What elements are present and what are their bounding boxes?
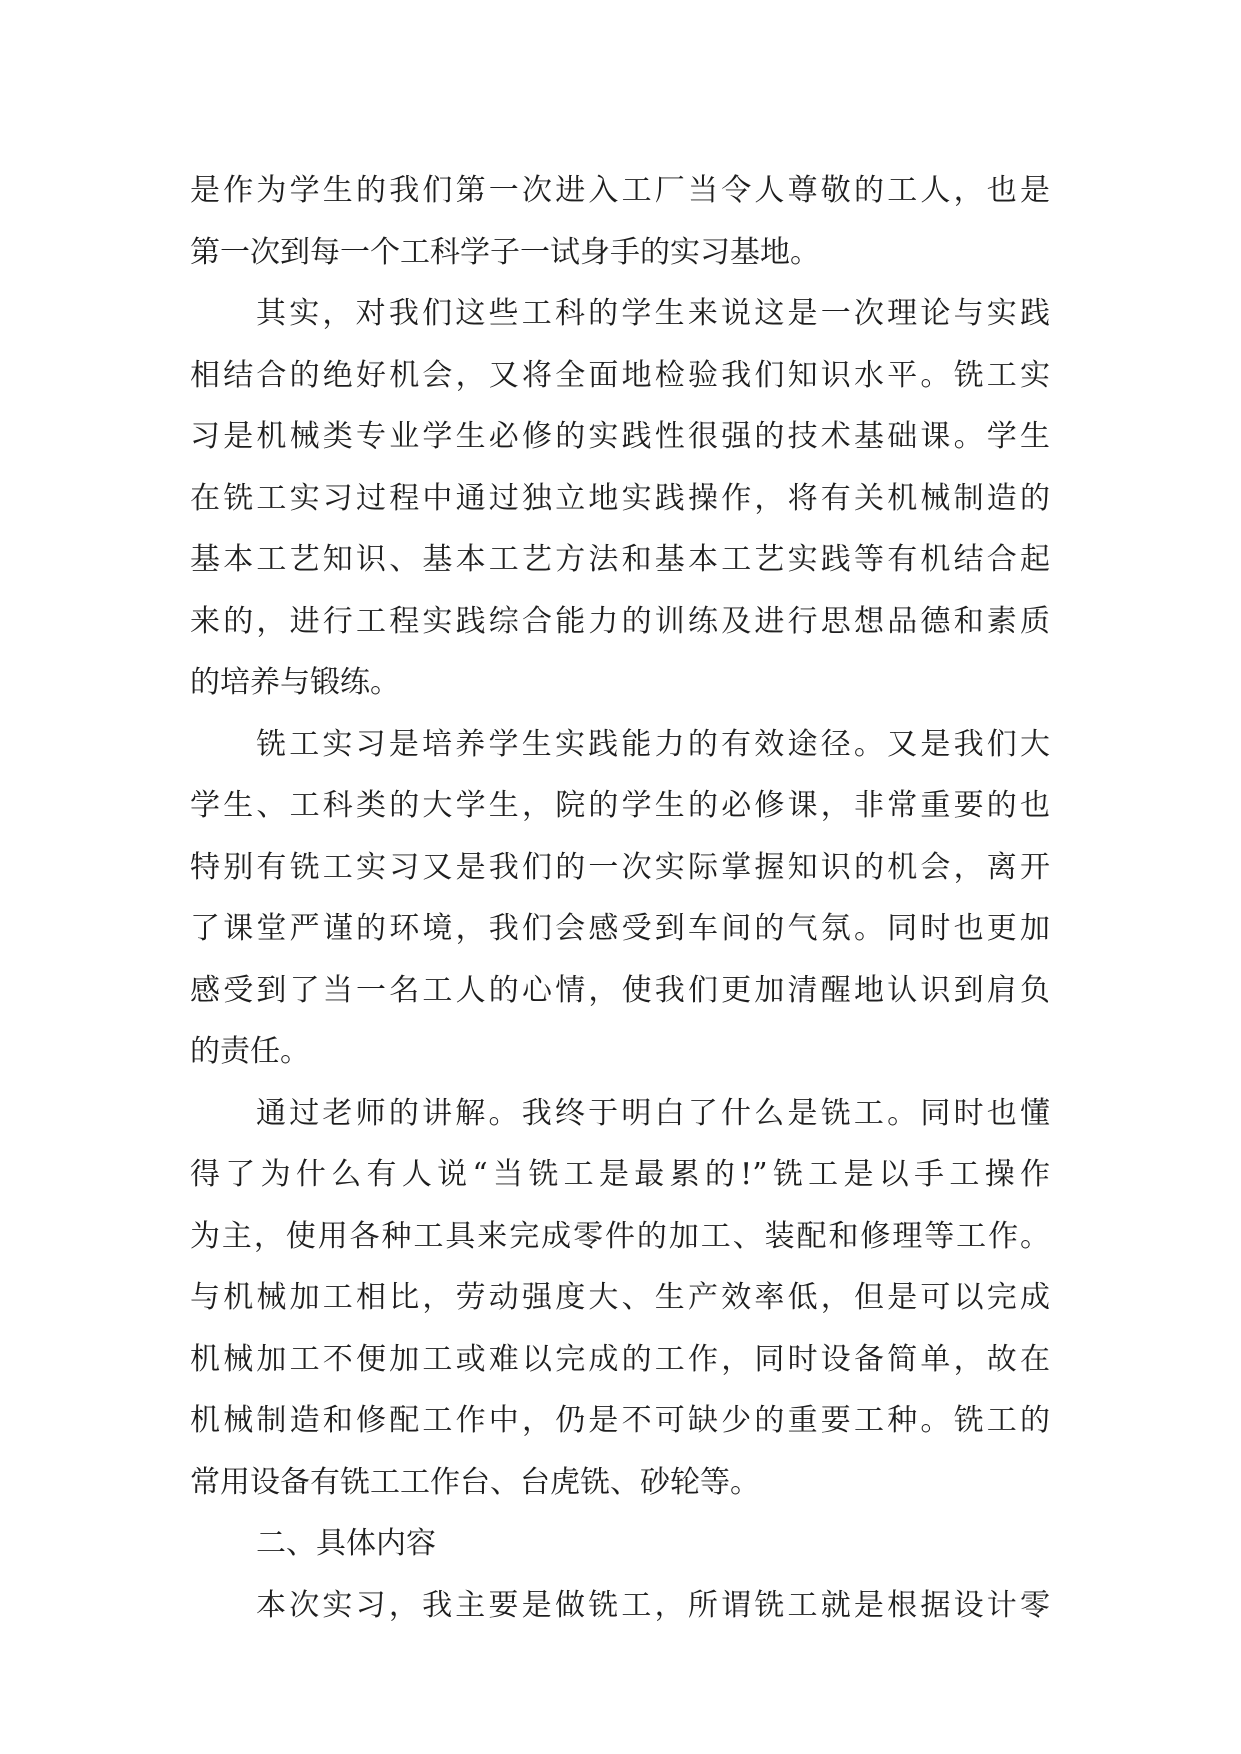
text-line: 了课堂严谨的环境，我们会感受到车间的气氛。同时也更加 [190,911,1050,946]
text-line: 的培养与锻练。 [190,665,400,700]
text-line: 为主，使用各种工具来完成零件的加工、装配和修理等工作。 [190,1218,1050,1254]
text-line: 机械加工不便加工或难以完成的工作，同时设备简单，故在 [190,1341,1050,1377]
text-line: 在铣工实习过程中通过独立地实践操作，将有关机械制造的 [190,480,1050,516]
text-line: 习是机械类专业学生必修的实践性很强的技术基础课。学生 [190,419,1050,454]
text-line: 基本工艺知识、基本工艺方法和基本工艺实践等有机结合起 [190,542,1050,577]
text-line: 二、具体内容 [256,1526,436,1561]
text-line: 与机械加工相比，劳动强度大、生产效率低，但是可以完成 [190,1280,1050,1315]
text-line: 其实，对我们这些工科的学生来说这是一次理论与实践 [256,296,1050,331]
body-text [190,160,1050,1636]
text-line: 本次实习，我主要是做铣工，所谓铣工就是根据设计零 [256,1587,1050,1623]
text-line: 感受到了当一名工人的心情，使我们更加清醒地认识到肩负 [190,972,1050,1008]
text-line: 是作为学生的我们第一次进入工厂当令人尊敬的工人，也是 [190,173,1050,208]
text-line: 得了为什么有人说“当铣工是最累的!”铣工是以手工操作 [190,1157,1050,1192]
text-line: 机械制造和修配工作中，仍是不可缺少的重要工种。铣工的 [190,1403,1050,1438]
text-line: 铣工实习是培养学生实践能力的有效途径。又是我们大 [256,726,1050,762]
text-line: 来的，进行工程实践综合能力的训练及进行思想品德和素质 [190,603,1050,639]
text-line: 通过老师的讲解。我终于明白了什么是铣工。同时也懂 [256,1095,1050,1131]
text-line: 特别有铣工实习又是我们的一次实际掌握知识的机会，离开 [190,849,1050,885]
text-line: 学生、工科类的大学生，院的学生的必修课，非常重要的也 [190,788,1050,823]
text-line: 的责任。 [190,1034,310,1069]
text-line: 相结合的绝好机会，又将全面地检验我们知识水平。铣工实 [190,357,1050,393]
text-line: 常用设备有铣工工作台、台虎铣、砂轮等。 [190,1464,760,1500]
text-line: 第一次到每一个工科学子一试身手的实习基地。 [190,234,820,270]
